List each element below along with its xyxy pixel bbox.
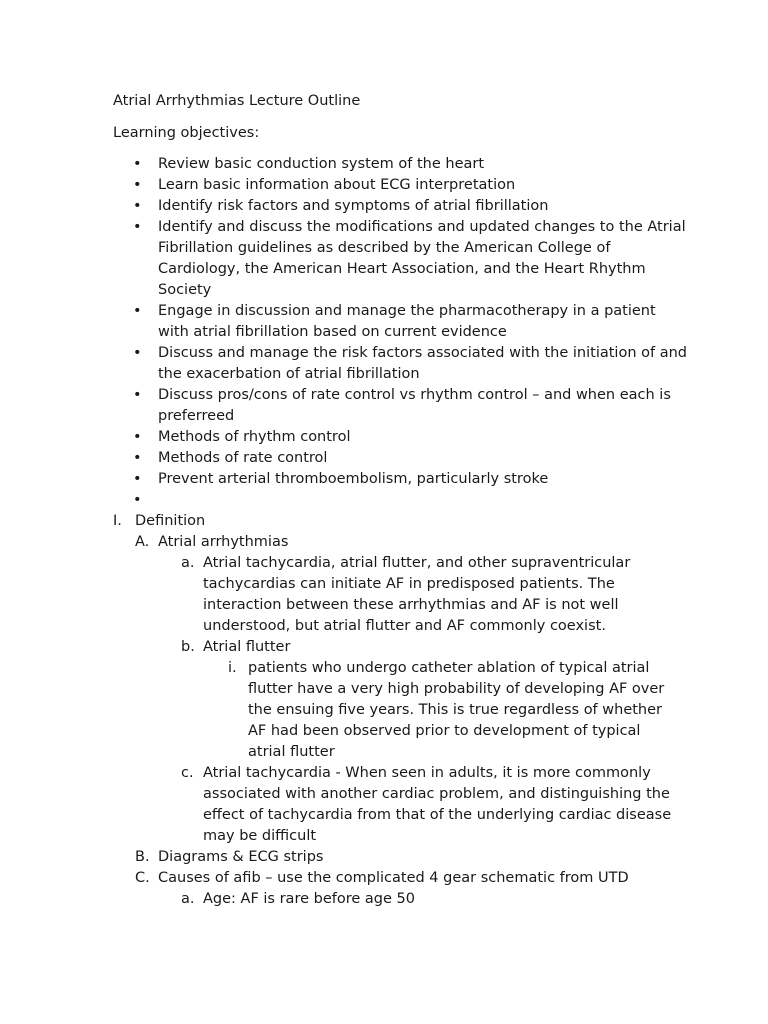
outline-marker: B. — [135, 849, 150, 865]
outline-marker: C. — [135, 870, 150, 886]
outline-marker: a. — [181, 555, 195, 571]
document-title: Atrial Arrhythmias Lecture Outline — [113, 93, 361, 109]
outline-marker: A. — [135, 534, 150, 550]
objective-text: Prevent arterial thromboembolism, particularly stroke — [158, 471, 549, 487]
objectives-heading: Learning objectives: — [113, 125, 260, 141]
objective-text: Discuss and manage the risk factors associated with the initiation of and the exacerbation of atrial fibrillation — [158, 345, 687, 382]
objective-text: Review basic conduction system of the heart — [158, 156, 485, 172]
objective-text: Engage in discussion and manage the pharmacotherapy in a patient with atrial fibrillation based on current evidence — [158, 303, 656, 340]
outline-label: Definition — [135, 513, 206, 529]
bullet-icon: • — [133, 387, 142, 403]
outline-label: Atrial flutter — [203, 639, 291, 655]
bullet-icon: • — [133, 471, 142, 487]
outline-label: Atrial tachycardia, atrial flutter, and other supraventricular tachycardias can initiate AF in predisposed patients. The interaction between these arrhythmias and AF is not well understood, but atrial flutter and AF commonly coexist. — [203, 555, 631, 634]
outline-label: Diagrams & ECG strips — [158, 849, 324, 865]
objective-text: Identify and discuss the modifications and updated changes to the Atrial Fibrillation guidelines as described by the American College of Cardiology, the American Heart Association, and the Heart Rhythm Society — [158, 219, 686, 298]
bullet-icon: • — [133, 198, 142, 214]
outline-label: Age: AF is rare before age 50 — [203, 891, 415, 907]
outline-label: Atrial arrhythmias — [158, 534, 289, 550]
bullet-icon: • — [133, 450, 142, 466]
objective-text: Identify risk factors and symptoms of atrial fibrillation — [158, 198, 549, 214]
outline-marker: i. — [228, 660, 237, 676]
bullet-icon: • — [133, 156, 142, 172]
objective-text: Discuss pros/cons of rate control vs rhythm control – and when each is preferreed — [158, 387, 671, 424]
bullet-icon: • — [133, 303, 142, 319]
bullet-icon: • — [133, 429, 142, 445]
bullet-icon: • — [133, 177, 142, 193]
bullet-icon: • — [133, 492, 142, 508]
outline-label: Causes of afib – use the complicated 4 gear schematic from UTD — [158, 870, 629, 886]
objective-text: Methods of rate control — [158, 450, 328, 466]
objective-text: Learn basic information about ECG interpretation — [158, 177, 516, 193]
outline-marker: c. — [181, 765, 194, 781]
outline-label: Atrial tachycardia - When seen in adults, it is more commonly associated with another cardiac problem, and distinguishing the effect of tachycardia from that of the underlying cardiac disease may be difficult — [203, 765, 672, 844]
bullet-icon: • — [133, 345, 142, 361]
objective-text: Methods of rhythm control — [158, 429, 351, 445]
outline-label: patients who undergo catheter ablation of typical atrial flutter have a very high probability of developing AF over the ensuing five years. This is true regardless of whether AF had been observed prior to development of typical atrial flutter — [248, 660, 665, 760]
outline-marker: I. — [113, 513, 122, 529]
outline-marker: b. — [181, 639, 195, 655]
outline-marker: a. — [181, 891, 195, 907]
bullet-icon: • — [133, 219, 142, 235]
